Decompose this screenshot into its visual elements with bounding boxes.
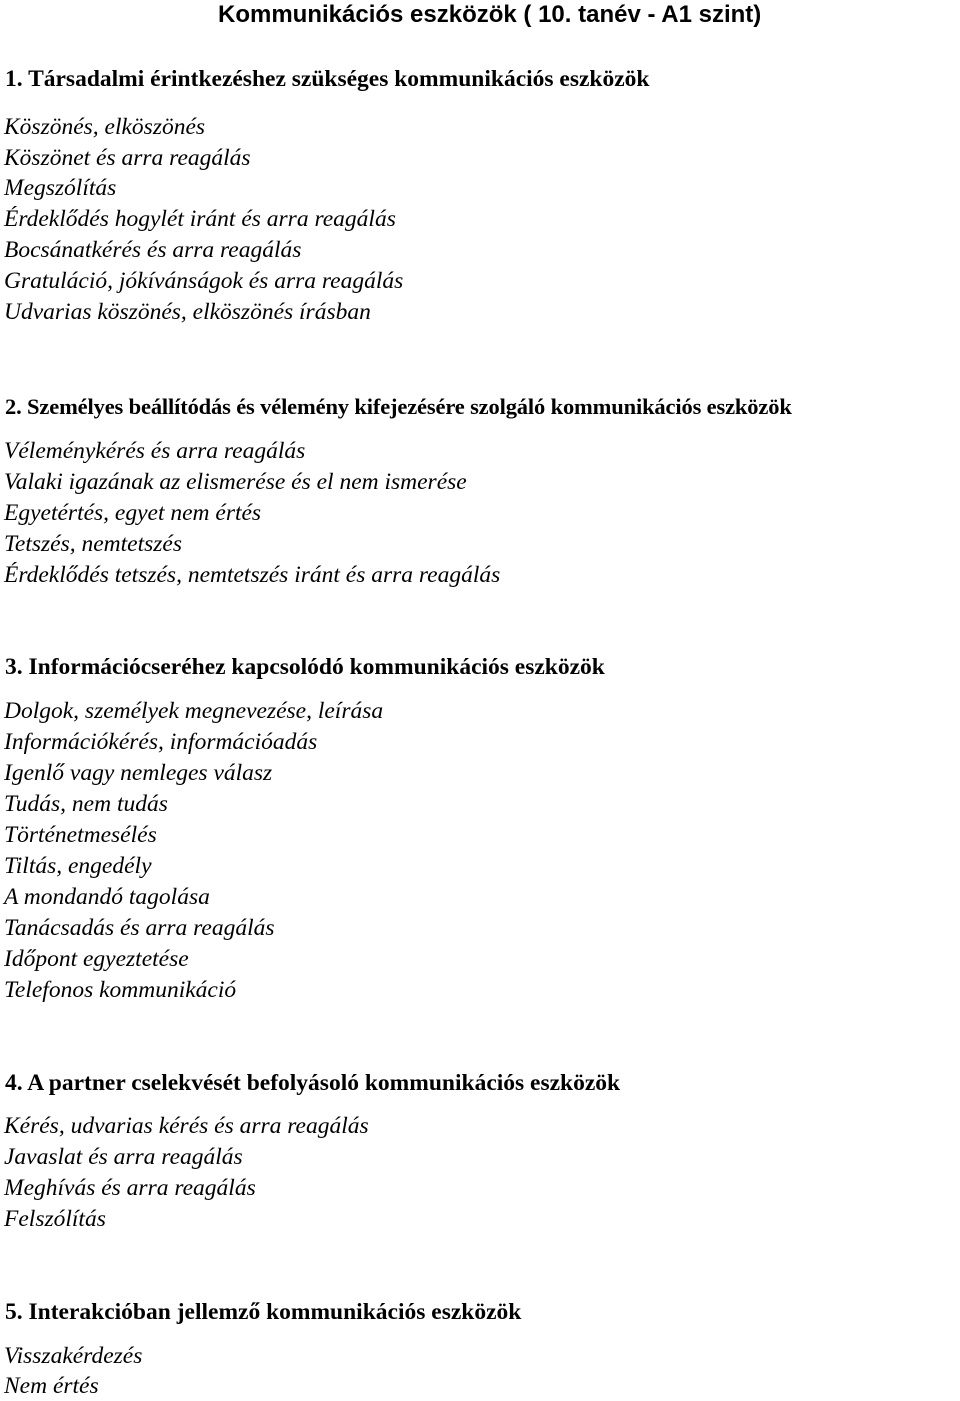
list-item: Igenlő vagy nemleges válasz — [4, 760, 273, 786]
list-item: A mondandó tagolása — [4, 884, 210, 910]
section-heading: 5. Interakcióban jellemző kommunikációs eszközök — [5, 1299, 522, 1325]
list-item: Udvarias köszönés, elköszönés írásban — [4, 299, 371, 325]
list-item: Kérés, udvarias kérés és arra reagálás — [4, 1113, 369, 1139]
list-item: Tanácsadás és arra reagálás — [4, 915, 275, 941]
list-item: Történetmesélés — [4, 822, 157, 848]
list-item: Érdeklődés tetszés, nemtetszés iránt és arra reagálás — [4, 562, 501, 588]
page-title: Kommunikációs eszközök ( 10. tanév - A1 szint) — [218, 1, 762, 28]
list-item: Javaslat és arra reagálás — [4, 1144, 243, 1170]
list-item: Köszönés, elköszönés — [4, 114, 206, 140]
list-item: Információkérés, információadás — [4, 729, 318, 755]
list-item: Tiltás, engedély — [4, 853, 152, 879]
list-item: Köszönet és arra reagálás — [4, 145, 251, 171]
list-item: Bocsánatkérés és arra reagálás — [4, 237, 302, 263]
section-heading: 4. A partner cselekvését befolyásoló kommunikációs eszközök — [5, 1070, 621, 1096]
list-item: Valaki igazának az elismerése és el nem ismerése — [4, 469, 467, 495]
list-item: Tetszés, nemtetszés — [4, 531, 182, 557]
list-item: Egyetértés, egyet nem értés — [4, 500, 262, 526]
section-heading: 3. Információcseréhez kapcsolódó kommunikációs eszközök — [5, 654, 605, 680]
list-item: Visszakérdezés — [4, 1343, 143, 1369]
list-item: Megszólítás — [4, 175, 117, 201]
list-item: Telefonos kommunikáció — [4, 977, 237, 1003]
list-item: Meghívás és arra reagálás — [4, 1175, 256, 1201]
list-item: Véleménykérés és arra reagálás — [4, 438, 306, 464]
list-item: Felszólítás — [4, 1206, 106, 1232]
list-item: Tudás, nem tudás — [4, 791, 168, 817]
list-item: Érdeklődés hogylét iránt és arra reagálás — [4, 206, 396, 232]
list-item: Nem értés — [4, 1373, 99, 1399]
list-item: Időpont egyeztetése — [4, 946, 189, 972]
section-heading: 2. Személyes beállítódás és vélemény kifejezésére szolgáló kommunikációs eszközök — [5, 394, 792, 419]
section-heading: 1. Társadalmi érintkezéshez szükséges kommunikációs eszközök — [5, 66, 650, 92]
list-item: Dolgok, személyek megnevezése, leírása — [4, 698, 384, 724]
list-item: Gratuláció, jókívánságok és arra reagálás — [4, 268, 404, 294]
